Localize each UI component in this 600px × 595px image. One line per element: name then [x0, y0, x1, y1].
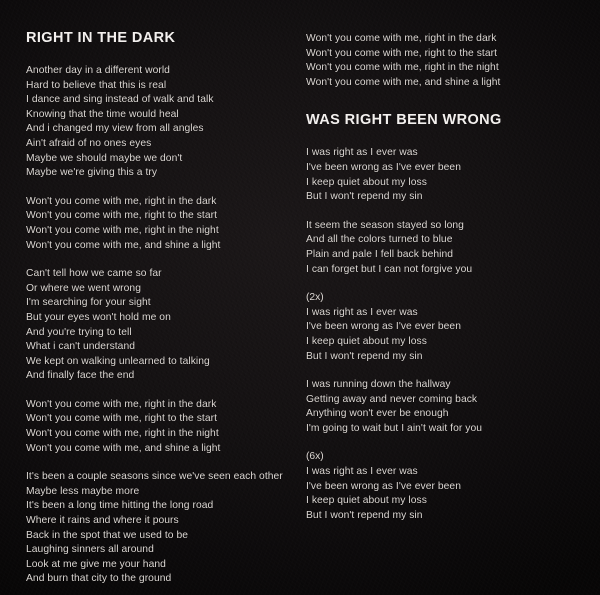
lyric-line: And burn that city to the ground	[26, 573, 172, 585]
lyric-line: Anything won't ever be enough	[306, 408, 449, 420]
stanza-chorus-continued	[306, 30, 586, 90]
stanza-chorus	[26, 398, 278, 456]
lyrics-column-right	[288, 30, 600, 595]
lyric-line: Won't you come with me, and shine a light	[26, 239, 221, 251]
lyric-line: Hard to believe that this is real	[26, 79, 167, 91]
stanza	[26, 470, 283, 587]
lyric-line: Back in the spot that we used to be	[26, 529, 189, 541]
lyric-line: Maybe we should maybe we don't	[26, 152, 183, 164]
lyric-line: Knowing that the time would heal	[26, 108, 179, 120]
lyric-line: I can forget but I can not forgive you	[306, 263, 473, 275]
lyric-line: Won't you come with me, right to the start	[26, 413, 218, 425]
lyric-line: I keep quiet about my loss	[306, 176, 427, 188]
lyric-line: I keep quiet about my loss	[306, 335, 427, 347]
lyric-line: Won't you come with me, right to the start	[26, 210, 218, 222]
lyric-line: But I won't repend my sin	[306, 191, 423, 203]
lyric-line: I've been wrong as I've ever been	[306, 480, 461, 492]
lyric-line: Getting away and never coming back	[306, 393, 478, 405]
lyric-line: Can't tell how we came so far	[26, 268, 162, 280]
stanza	[306, 219, 586, 277]
lyric-line: Won't you come with me, and shine a light	[306, 76, 501, 88]
lyric-line: And you're trying to tell	[26, 326, 132, 338]
lyric-line: Won't you come with me, right in the dark	[306, 33, 497, 44]
lyric-line: But I won't repend my sin	[306, 509, 423, 521]
lyric-line: And all the colors turned to blue	[306, 234, 453, 246]
lyric-line: Ain't afraid of no ones eyes	[26, 137, 152, 149]
lyric-line: It's been a long time hitting the long road	[26, 500, 214, 512]
lyric-line: Won't you come with me, right in the dark	[26, 398, 217, 410]
lyric-line: I was running down the hallway	[306, 379, 451, 391]
lyric-line: I was right as I ever was	[306, 466, 418, 478]
lyrics-column-left	[0, 30, 288, 595]
lyric-line: Maybe we're giving this a try	[26, 167, 158, 179]
stanza-repeat-6x	[306, 450, 586, 523]
lyric-line: Maybe less maybe more	[26, 485, 140, 497]
lyric-line: Won't you come with me, right in the night	[26, 224, 219, 236]
lyric-line: I dance and sing instead of walk and talk	[26, 94, 214, 106]
lyric-line: Won't you come with me, right in the night	[26, 428, 219, 440]
lyric-line: Won't you come with me, right to the start	[306, 47, 498, 59]
repeat-marker: (6x)	[306, 451, 324, 463]
lyric-line: I keep quiet about my loss	[306, 495, 427, 507]
lyric-line: We kept on walking unlearned to talking	[26, 355, 210, 367]
lyric-line: Look at me give me your hand	[26, 558, 166, 570]
lyric-line: But your eyes won't hold me on	[26, 311, 171, 323]
lyric-line: What i can't understand	[26, 341, 136, 353]
lyric-line: It's been a couple seasons since we've seen each other	[26, 471, 283, 483]
stanza	[306, 378, 586, 436]
lyric-line: Or where we went wrong	[26, 282, 141, 294]
stanza-chorus	[26, 195, 278, 253]
lyric-line: Plain and pale I fell back behind	[306, 248, 454, 260]
song-title-was-right-been-wrong: WAS RIGHT BEEN WRONG	[306, 112, 502, 129]
lyric-line: Won't you come with me, right in the dark	[26, 195, 217, 207]
repeat-marker: (2x)	[306, 292, 324, 304]
stanza	[306, 146, 586, 204]
lyric-line: I'm searching for your sight	[26, 297, 151, 309]
song-title-right-in-the-dark: RIGHT IN THE DARK	[26, 30, 176, 46]
lyric-line: And finally face the end	[26, 370, 135, 382]
lyric-line: It seem the season stayed so long	[306, 219, 464, 231]
stanza-repeat-2x	[306, 291, 586, 364]
lyric-line: I was right as I ever was	[306, 147, 418, 159]
lyric-line: Where it rains and where it pours	[26, 515, 179, 527]
lyric-line: But I won't repend my sin	[306, 350, 423, 362]
lyric-line: Won't you come with me, right in the night	[306, 62, 499, 74]
lyric-line: I'm going to wait but I ain't wait for you	[306, 422, 483, 434]
lyric-line: Won't you come with me, and shine a light	[26, 442, 221, 454]
lyric-line: I've been wrong as I've ever been	[306, 161, 461, 173]
lyric-line: And i changed my view from all angles	[26, 123, 204, 135]
stanza	[26, 64, 278, 181]
lyric-line: I was right as I ever was	[306, 306, 418, 318]
stanza	[26, 267, 278, 384]
lyric-line: Another day in a different world	[26, 65, 170, 76]
lyric-line: Laughing sinners all around	[26, 544, 154, 556]
lyric-line: I've been wrong as I've ever been	[306, 321, 461, 333]
